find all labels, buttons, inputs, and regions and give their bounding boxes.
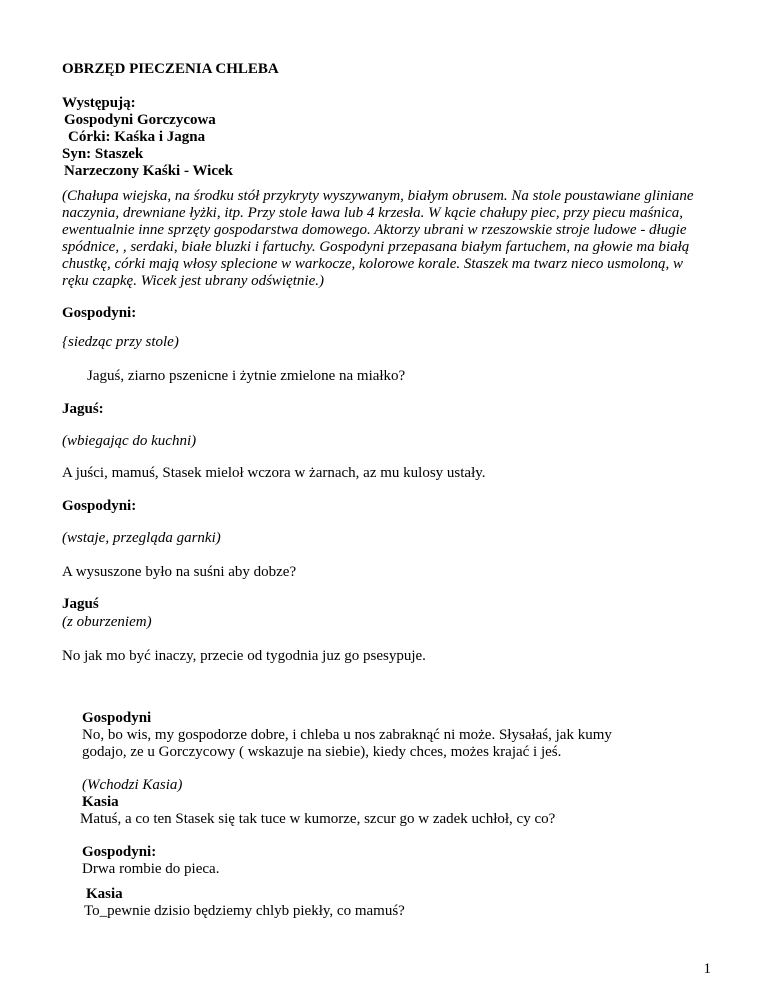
- dialogue-line: godajo, ze u Gorczycowy ( wskazuje na siebie), kiedy chces, możes krajać i jeś.: [82, 744, 562, 760]
- cast-member: Narzeczony Kaśki - Wicek: [64, 163, 234, 179]
- stage-direction: {siedząc przy stole): [62, 334, 179, 350]
- dialogue-line: Matuś, a co ten Stasek się tak tuce w kumorze, szcur go w zadek uchłoł, cy co?: [80, 811, 556, 827]
- speaker-name: Gospodyni:: [62, 498, 137, 514]
- stage-direction-line: spódnice, , serdaki, białe bluzki i fartuchy. Gospodyni przepasana białym fartuchem, na głowie ma białą: [62, 239, 690, 255]
- stage-direction: (wstaje, przegląda garnki): [62, 530, 221, 546]
- speaker-name: Gospodyni: [82, 710, 152, 726]
- dialogue-line: Drwa rombie do pieca.: [82, 861, 220, 877]
- dialogue-line: To_pewnie dzisio będziemy chlyb piekły, co mamuś?: [84, 903, 405, 919]
- speaker-name: Kasia: [82, 794, 119, 810]
- cast-member: Córki: Kaśka i Jagna: [68, 129, 206, 145]
- stage-direction-line: naczynia, drewniane łyżki, itp. Przy stole ława lub 4 krzesła. W kącie chałupy piec, przy piecu maśnica,: [62, 205, 683, 221]
- dialogue-line: A wysuszone było na suśni aby dobze?: [62, 564, 297, 580]
- speaker-name: Kasia: [86, 886, 123, 902]
- cast-heading: Występują:: [62, 95, 136, 111]
- stage-direction: (Wchodzi Kasia): [82, 777, 183, 793]
- speaker-name: Jaguś:: [62, 401, 104, 417]
- stage-direction-line: chustkę, córki mają włosy splecione w warkocze, kolorowe korale. Staszek ma twarz nieco usmoloną, w: [62, 256, 684, 272]
- speaker-name: Jaguś: [62, 596, 99, 612]
- stage-direction: (wbiegając do kuchni): [62, 433, 197, 449]
- cast-member: Syn: Staszek: [62, 146, 144, 162]
- document-title: OBRZĘD PIECZENIA CHLEBA: [62, 61, 279, 77]
- dialogue-line: No jak mo być inaczy, przecie od tygodnia juz go psesypuje.: [62, 648, 426, 664]
- stage-direction: (z oburzeniem): [62, 614, 152, 630]
- stage-direction-line: ręku czapkę. Wicek jest ubrany odświętnie.): [62, 273, 325, 289]
- stage-direction-line: (Chałupa wiejska, na środku stół przykryty wyszywanym, białym obrusem. Na stole poustawiane gliniane: [62, 188, 694, 204]
- stage-direction-line: ewentualnie inne sprzęty gospodarstwa domowego. Aktorzy ubrani w rzeszowskie stroje ludowe - długie: [62, 222, 687, 238]
- dialogue-line: A juści, mamuś, Stasek mieloł wczora w żarnach, az mu kulosy ustały.: [62, 465, 486, 481]
- dialogue-line: No, bo wis, my gospodorze dobre, i chleba u nos zabraknąć ni może. Słysałaś, jak kumy: [82, 727, 612, 743]
- speaker-name: Gospodyni:: [62, 305, 137, 321]
- cast-member: Gospodyni Gorczycowa: [64, 112, 216, 128]
- dialogue-line: Jaguś, ziarno pszenicne i żytnie zmielone na miałko?: [87, 368, 406, 384]
- speaker-name: Gospodyni:: [82, 844, 157, 860]
- page-number: 1: [703, 961, 711, 977]
